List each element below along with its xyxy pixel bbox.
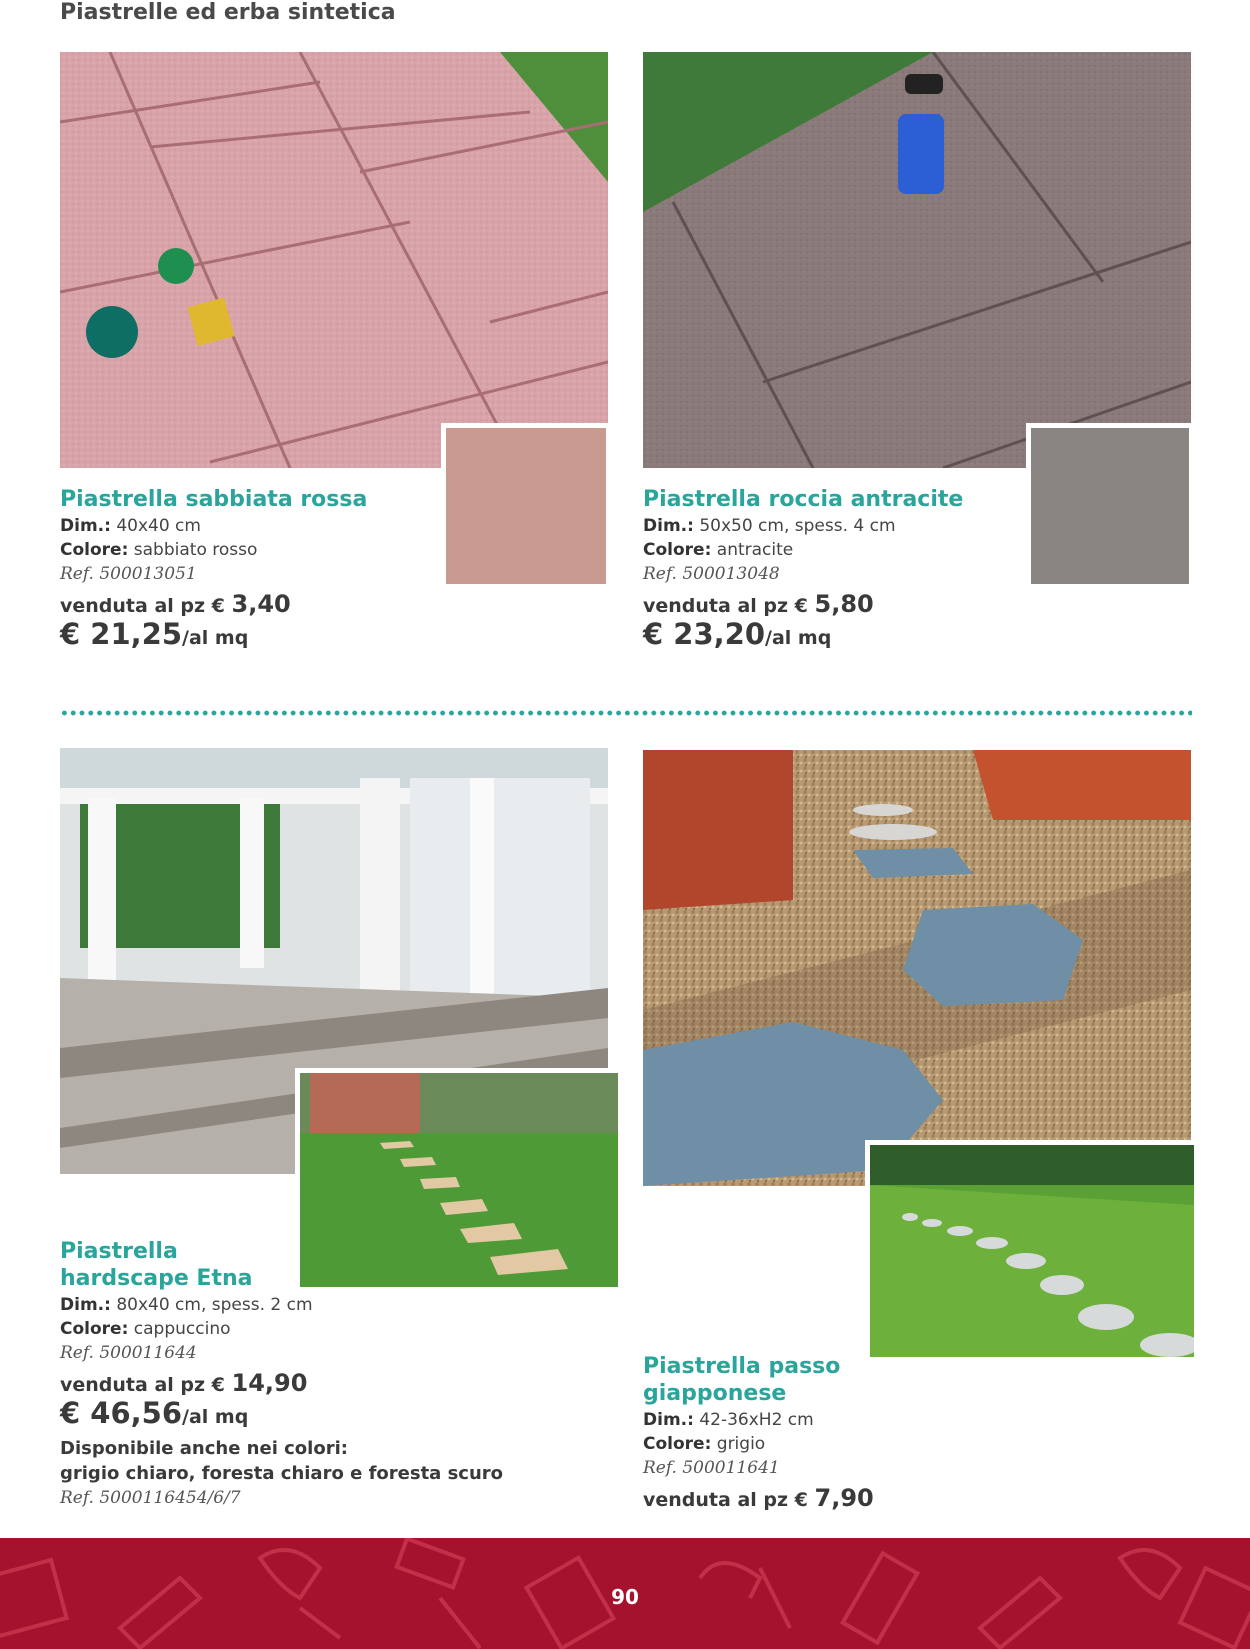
unit-price: venduta al pz € 14,90 (60, 1369, 308, 1397)
product-dimensions: Dim.: 50x50 cm, spess. 4 cm (643, 516, 896, 536)
product-ref: Ref. 500011641 (643, 1458, 780, 1478)
price-per-sqm: € 21,25/al mq (60, 617, 249, 651)
page-number: 90 (611, 1585, 639, 1609)
swatch-red-sandblasted (441, 423, 611, 589)
product-color: Colore: grigio (643, 1434, 766, 1454)
unit-price: venduta al pz € 7,90 (643, 1484, 874, 1512)
section-divider (60, 710, 1192, 716)
available-colors-list: grigio chiaro, foresta chiaro e foresta scuro (60, 1463, 504, 1484)
product-ref: Ref. 500011644 (60, 1343, 197, 1363)
product-color: Colore: antracite (643, 540, 794, 560)
product-photo-red-tiles (60, 52, 608, 468)
product-color: Colore: sabbiato rosso (60, 540, 258, 560)
product-dimensions: Dim.: 40x40 cm (60, 516, 201, 536)
product-dimensions: Dim.: 80x40 cm, spess. 2 cm (60, 1295, 313, 1315)
unit-price: venduta al pz € 5,80 (643, 590, 874, 618)
product-title: Piastrella hardscape Etna (60, 1239, 253, 1291)
product-photo-stepping-stones (643, 750, 1191, 1186)
product-ref: Ref. 500013048 (643, 564, 780, 584)
swatch-anthracite-rock (1026, 423, 1194, 589)
product-title: Piastrella passo giapponese (643, 1354, 841, 1406)
product-title: Piastrella roccia antracite (643, 487, 964, 512)
product-photo-anthracite-tiles (643, 52, 1191, 468)
product-photo-lawn-path (295, 1068, 623, 1292)
unit-price: venduta al pz € 3,40 (60, 590, 291, 618)
price-per-sqm: € 23,20/al mq (643, 617, 832, 651)
available-colors-label: Disponibile anche nei colori: (60, 1438, 348, 1459)
available-colors-ref: Ref. 5000116454/6/7 (60, 1488, 241, 1508)
product-title: Piastrella sabbiata rossa (60, 487, 368, 512)
section-title: Piastrelle ed erba sintetica (60, 0, 396, 25)
product-photo-garden-path (865, 1140, 1199, 1362)
price-per-sqm: € 46,56/al mq (60, 1396, 249, 1430)
product-color: Colore: cappuccino (60, 1319, 231, 1339)
product-dimensions: Dim.: 42-36xH2 cm (643, 1410, 814, 1430)
product-ref: Ref. 500013051 (60, 564, 197, 584)
